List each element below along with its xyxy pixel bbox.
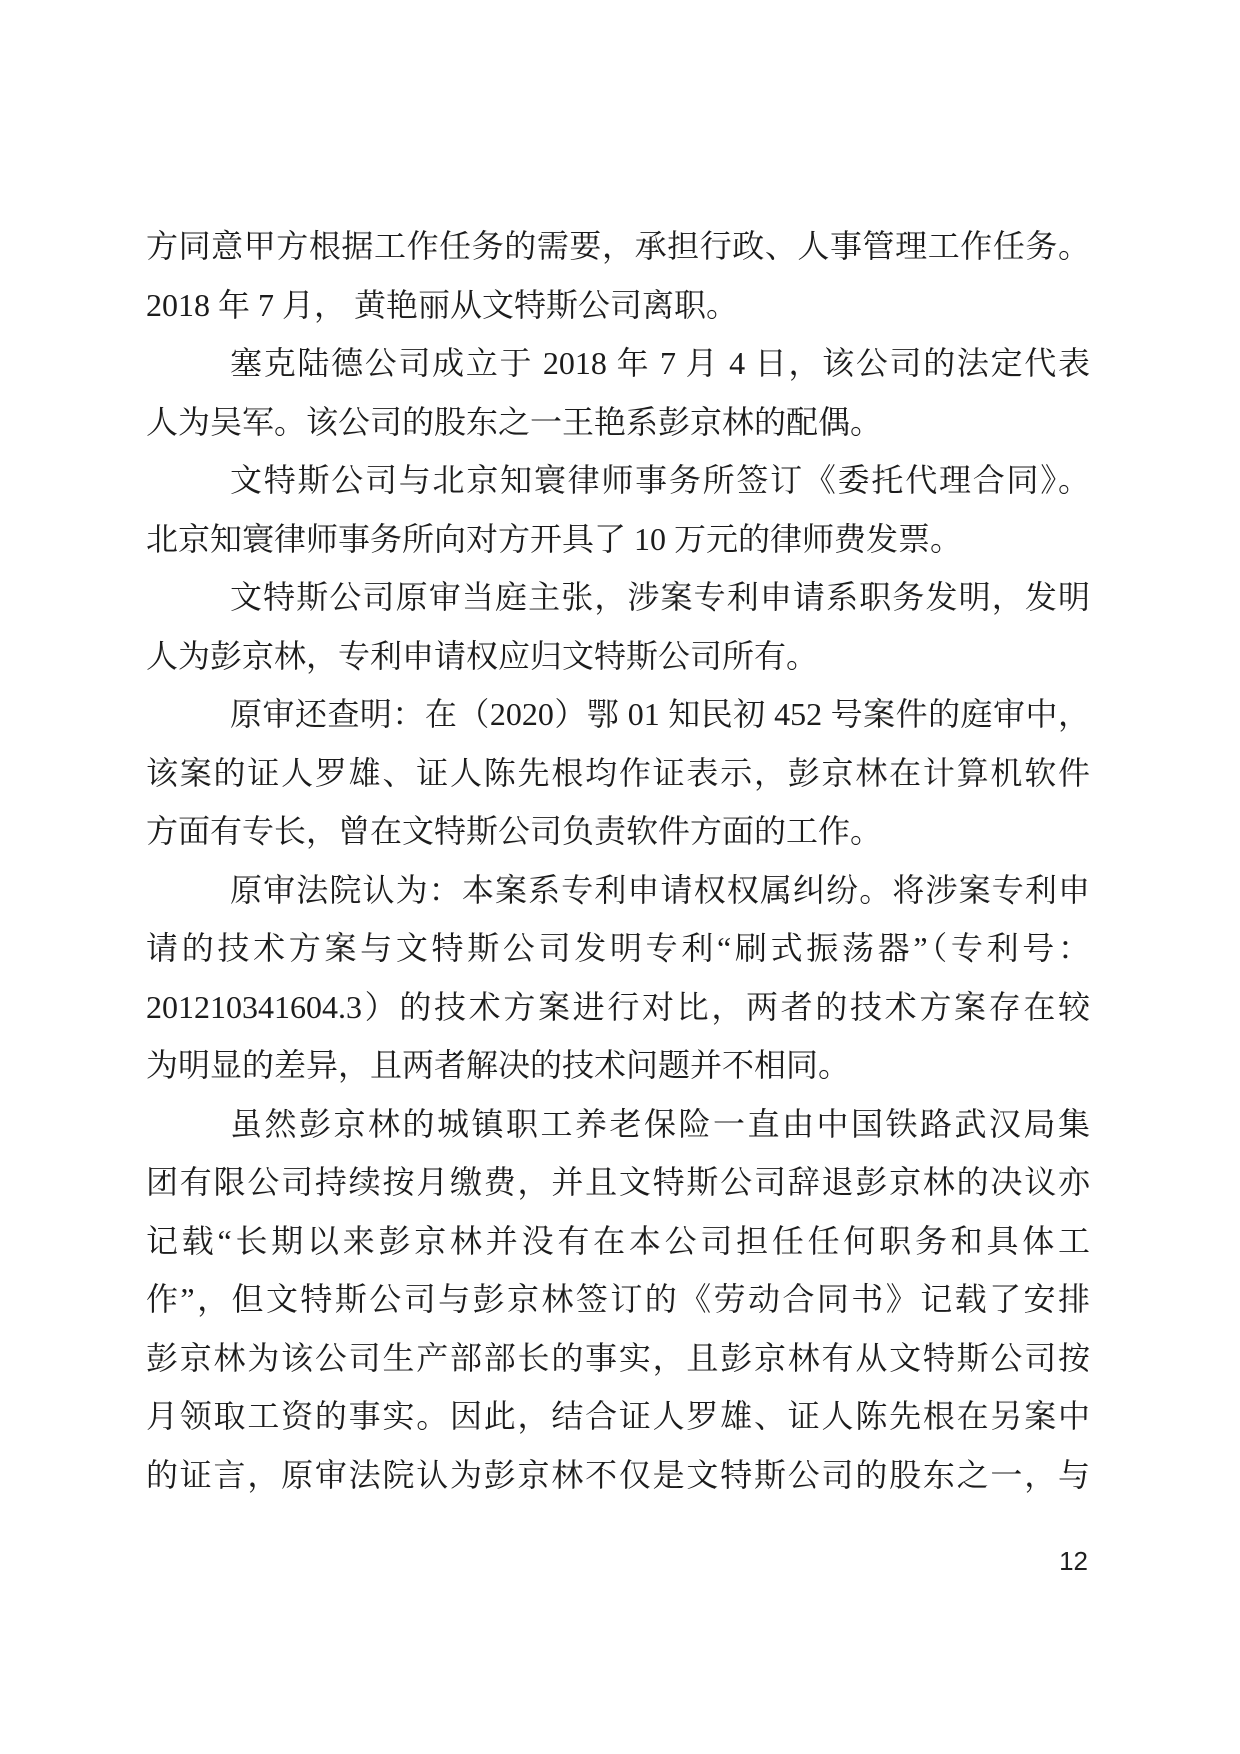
- document-body: [146, 217, 1090, 1504]
- page-number: 12: [1059, 1546, 1088, 1576]
- text-line: 团有限公司持续按月缴费，并且文特斯公司辞退彭京林的决议亦: [146, 1164, 1090, 1200]
- text-line: 记载“长期以来彭京林并没有在本公司担任任何职务和具体工: [146, 1222, 1090, 1259]
- text-line: 人为吴军。该公司的股东之一王艳系彭京林的配偶。: [146, 403, 883, 440]
- text-line: 作”，但文特斯公司与彭京林签订的《劳动合同书》记载了安排: [146, 1281, 1090, 1317]
- text-line: 2018 年 7 月， 黄艳丽从文特斯公司离职。: [146, 286, 739, 323]
- text-line: 人为彭京林，专利申请权应归文特斯公司所有。: [146, 637, 819, 674]
- text-line: 方同意甲方根据工作任务的需要，承担行政、人事管理工作任务。: [146, 228, 1090, 264]
- text-line: 北京知寰律师事务所向对方开具了 10 万元的律师费发票。: [146, 520, 963, 557]
- text-line: 文特斯公司与北京知寰律师事务所签订《委托代理合同》。: [230, 462, 1090, 498]
- text-line: 文特斯公司原审当庭主张，涉案专利申请系职务发明，发明: [230, 579, 1090, 615]
- text-line: 原审法院认为：本案系专利申请权权属纠纷。将涉案专利申: [230, 871, 1090, 908]
- text-line: 彭京林为该公司生产部部长的事实，且彭京林有从文特斯公司按: [146, 1339, 1090, 1376]
- text-line: 虽然彭京林的城镇职工养老保险一直由中国铁路武汉局集: [230, 1105, 1090, 1142]
- text-line: 该案的证人罗雄、证人陈先根均作证表示，彭京林在计算机软件: [146, 754, 1090, 791]
- text-line: 为明显的差异，且两者解决的技术问题并不相同。: [146, 1047, 851, 1083]
- text-line: 原审还查明：在（2020）鄂 01 知民初 452 号案件的庭审中，: [230, 696, 1090, 732]
- text-line: 请的技术方案与文特斯公司发明专利“刷式振荡器”（专利号：: [146, 930, 1090, 966]
- text-line: 方面有专长，曾在文特斯公司负责软件方面的工作。: [146, 813, 883, 849]
- text-line: 的证言，原审法院认为彭京林不仅是文特斯公司的股东之一，与: [146, 1456, 1090, 1493]
- text-line: 塞克陆德公司成立于 2018 年 7 月 4 日，该公司的法定代表: [230, 345, 1090, 381]
- text-line: 201210341604.3）的技术方案进行对比，两者的技术方案存在较: [146, 988, 1090, 1025]
- text-line: 月领取工资的事实。因此，结合证人罗雄、证人陈先根在另案中: [146, 1398, 1090, 1434]
